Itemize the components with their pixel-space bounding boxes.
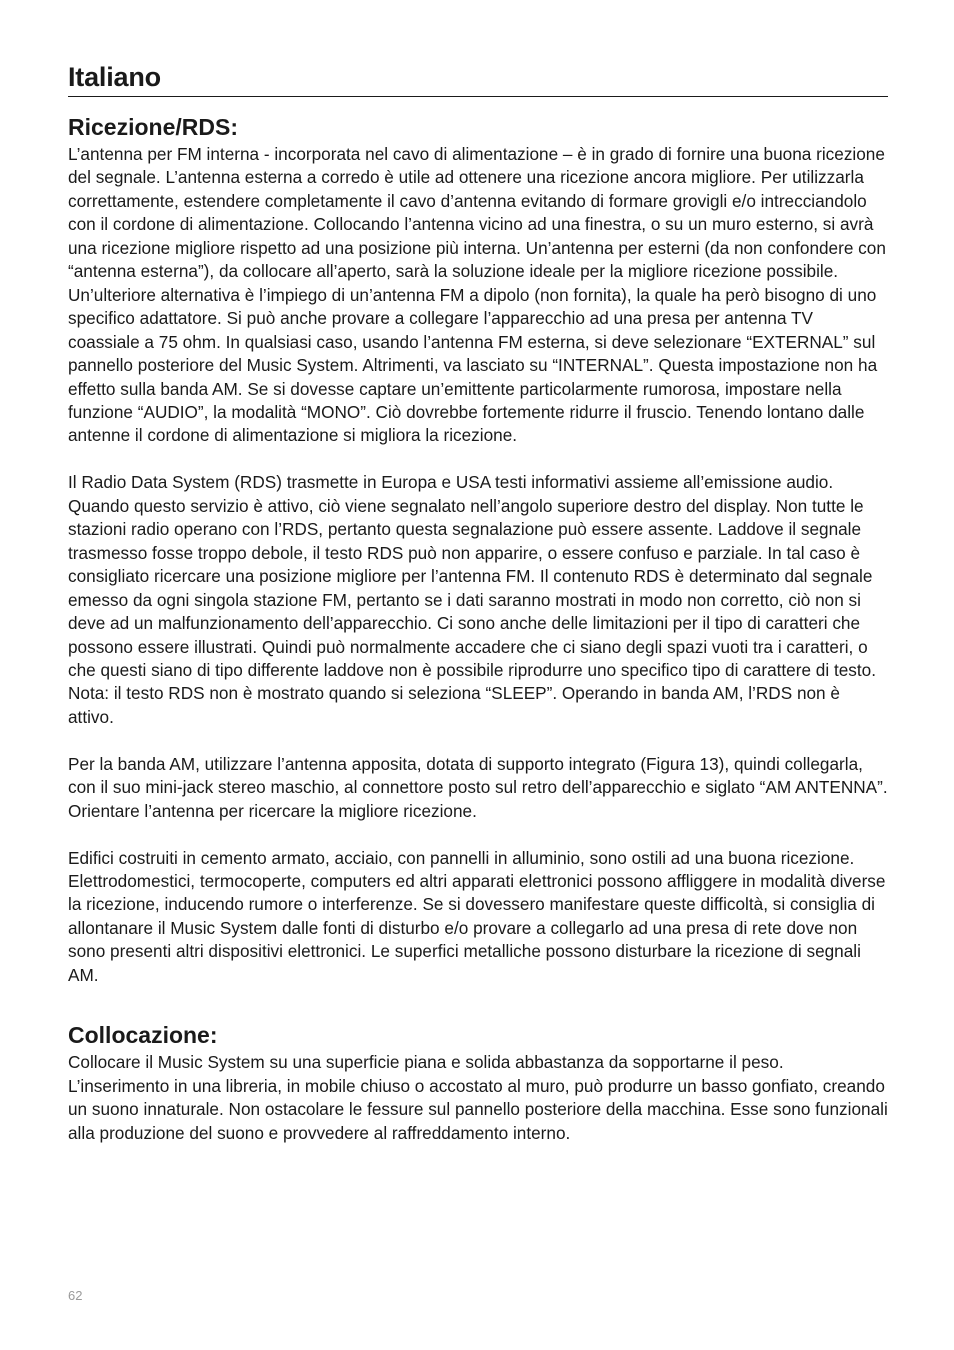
paragraph-antenna-fm: L’antenna per FM interna - incorporata nel cavo di alimentazione – è in grado di fornire una buona ricezione del segnale. L’antenna esterna a corredo è utile ad ottenere una ricezione ancora migliore. Per utilizzarla correttamente, estendere completamente il cavo d’antenna evitando di formare grovigli e/o intrecciandolo con il cordone di alimentazione. Collocando l’antenna vicino ad una finestra, o su un muro esterno, si avrà una ricezione migliore rispetto ad una posizione più interna. Un’antenna per esterni (da non confondere con “antenna esterna”), da collocare all’aperto, sarà la soluzione ideale per la migliore ricezione possibile. Un’ulteriore alternativa è l’impiego di un’antenna FM a dipolo (non fornita), la quale ha però bisogno di uno specifico adattatore. Si può anche provare a collegare l’apparecchio ad una presa per antenna TV coassiale a 75 ohm. In qualsiasi caso, usando l’antenna FM esterna, si deve selezionare “EXTERNAL” sul pannello posteriore del Music System. Altrimenti, va lasciato su “INTERNAL”. Questa impostazione non ha effetto sulla banda AM. Se si dovesse captare un’emittente particolarmente rumorosa, impostare nella funzione “AUDIO”, la modalità “MONO”. Ciò dovrebbe fortemente ridurre il fruscio. Tenendo lontano dalle antenne il cordone di alimentazione si migliora la ricezione. bbox=[68, 144, 886, 446]
page-number: 62 bbox=[68, 1288, 83, 1303]
paragraph-am-antenna: Per la banda AM, utilizzare l’antenna apposita, dotata di supporto integrato (Figura 13), quindi collegarla, con il suo mini-jack stereo maschio, al connettore posto sul retro dell’apparecchio e siglato “AM ANTENNA”. Orientare l’antenna per ricercare la migliore ricezione. bbox=[68, 753, 888, 821]
paragraph-spacer bbox=[68, 823, 888, 846]
section-title-ricezione-rds: Ricezione/RDS: bbox=[68, 114, 238, 140]
paragraph-interference: Edifici costruiti in cemento armato, acciaio, con pannelli in alluminio, sono ostili ad una buona ricezione. Elettrodomestici, termocoperte, computers ed altri apparati elettronici possono affliggere in modalità diverse la ricezione, inducendo rumore o interferenze. Se si dovessero manifestare queste difficoltà, si consiglia di allontanare il Music System dalle fonti di disturbo e/o provare a collegarlo ad una presa di rete dove non sono presenti altri dispositivi elettronici. Le superfici metalliche possono disturbare la ricezione di segnali AM. bbox=[68, 847, 886, 985]
page-header bbox=[68, 58, 888, 97]
paragraph-rds: Il Radio Data System (RDS) trasmette in Europa e USA testi informativi assieme all’emissione audio. Quando questo servizio è attivo, ciò viene segnalato nell’angolo superiore destro del display. Non tutte le stazioni radio operano con l’RDS, pertanto questa segnalazione può essere assente. Laddove il segnale trasmesso fosse troppo debole, il testo RDS può non apparire, o essere confuso e parziale. In tal caso è consigliato ricercare una posizione migliore per l’antenna FM. Il contenuto RDS è determinato dal segnale emesso da ogni singola stazione FM, pertanto se i dati saranno mostrati in modo non corretto, ciò non si deve ad un malfunzionamento dell’apparecchio. Ci sono anche delle limitazioni per il tipo di caratteri che possono essere illustrati. Quindi può normalmente accadere che ci siano degli spazi vuoti tra i caratteri, o che questi siano di tipo differente laddove non è possibile riprodurre uno specifico tipo di carattere di testo. Nota: il testo RDS non è mostrato quando si seleziona “SLEEP”. Operando in banda AM, l’RDS non è attivo. bbox=[68, 472, 876, 727]
section-ricezione-rds bbox=[68, 111, 888, 987]
paragraph-placement: Collocare il Music System su una superficie piana e solida abbastanza da sopportarne il peso. L’inserimento in una libreria, in mobile chiuso o accostato al muro, può produrre un basso gonfiato, creando un suono innaturale. Non ostacolare le fessure sul pannello posteriore della macchina. Esse sono funzionali alla produzione del suono e provvedere al raffreddamento interno. bbox=[68, 1052, 888, 1143]
section-collocazione bbox=[68, 1019, 888, 1145]
paragraph-spacer bbox=[68, 448, 888, 471]
section-title-collocazione: Collocazione: bbox=[68, 1022, 218, 1049]
paragraph-spacer bbox=[68, 729, 888, 752]
page-content bbox=[68, 111, 888, 1145]
language-heading: Italiano bbox=[68, 62, 161, 92]
